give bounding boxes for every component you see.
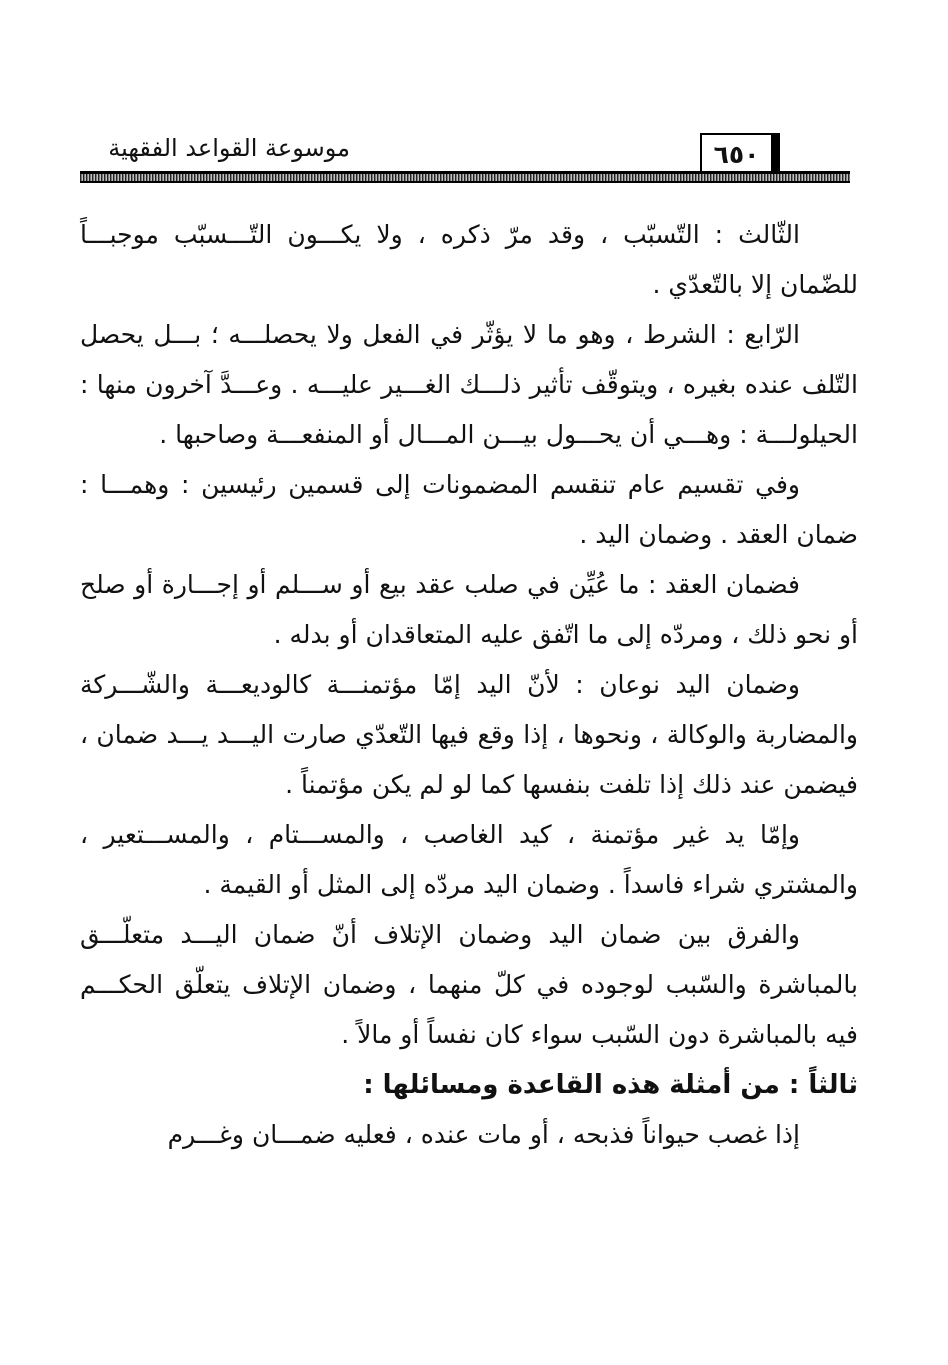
paragraph-contract-guarantee: فضمان العقد : ما عُيِّن في صلب عقد بيع أو ســـلم أو إجـــارة أو صلح أو نحو ذلك ، ومردّه إلى ما اتّفق عليه المتعاقدان أو بدله . bbox=[80, 570, 858, 649]
page-number: ٦٥٠ bbox=[700, 133, 780, 175]
paragraph-untrusted-hand: وإمّا يد غير مؤتمنة ، كيد الغاصب ، والمســـتام ، والمســـتعير ، والمشتري شراء فاسداً . وضمان اليد مردّه إلى المثل أو القيمة . bbox=[80, 820, 858, 899]
paragraph-fourth-condition: الرّابع : الشرط ، وهو ما لا يؤثّر في الفعل ولا يحصلـــه ؛ بـــل يحصل التّلف عنده بغيره ، ويتوقّف تأثير ذلـــك الغـــير عليـــه . وعـــدَّ آخرون منها : الحيلولـــة : وهـــي أن يحـــول بيـــن المـــال أو المنفعـــة وصاحبها . bbox=[80, 320, 858, 449]
running-title: موسوعة القواعد الفقهية bbox=[108, 134, 350, 162]
section-heading: ثالثاً : من أمثلة هذه القاعدة ومسائلها : bbox=[363, 1070, 858, 1100]
body-text bbox=[80, 210, 858, 1160]
paragraph-third-cause: الثّالث : التّسبّب ، وقد مرّ ذكره ، ولا يكـــون التّـــسبّب موجبـــاً للضّمان إلا بالتّعدّي . bbox=[80, 220, 858, 299]
paragraph-difference: والفرق بين ضمان اليد وضمان الإتلاف أنّ ضمان اليـــد متعلّـــق بالمباشرة والسّبب لوجوده في كلّ منهما ، وضمان الإتلاف يتعلّق الحكـــم فيه بالمباشرة دون السّبب سواء كان نفساً أو مالاً . bbox=[80, 920, 858, 1049]
paragraph-example: إذا غصب حيواناً فذبحه ، أو مات عنده ، فعليه ضمـــان وغـــرم bbox=[167, 1120, 800, 1149]
paragraph-hand-guarantee-types: وضمان اليد نوعان : لأنّ اليد إمّا مؤتمنـــة كالوديعـــة والشّـــركة والمضاربة والوكالة ، ونحوها ، إذا وقع فيها التّعدّي صارت اليـــد يـــد ضمان ، فيضمن عند ذلك إذا تلفت بنفسها كما لو لم يكن مؤتمناً . bbox=[80, 670, 858, 799]
header-rule bbox=[80, 171, 850, 183]
paragraph-guarantees-division: وفي تقسيم عام تنقسم المضمونات إلى قسمين رئيسين : وهمـــا : ضمان العقد . وضمان اليد . bbox=[80, 470, 858, 549]
